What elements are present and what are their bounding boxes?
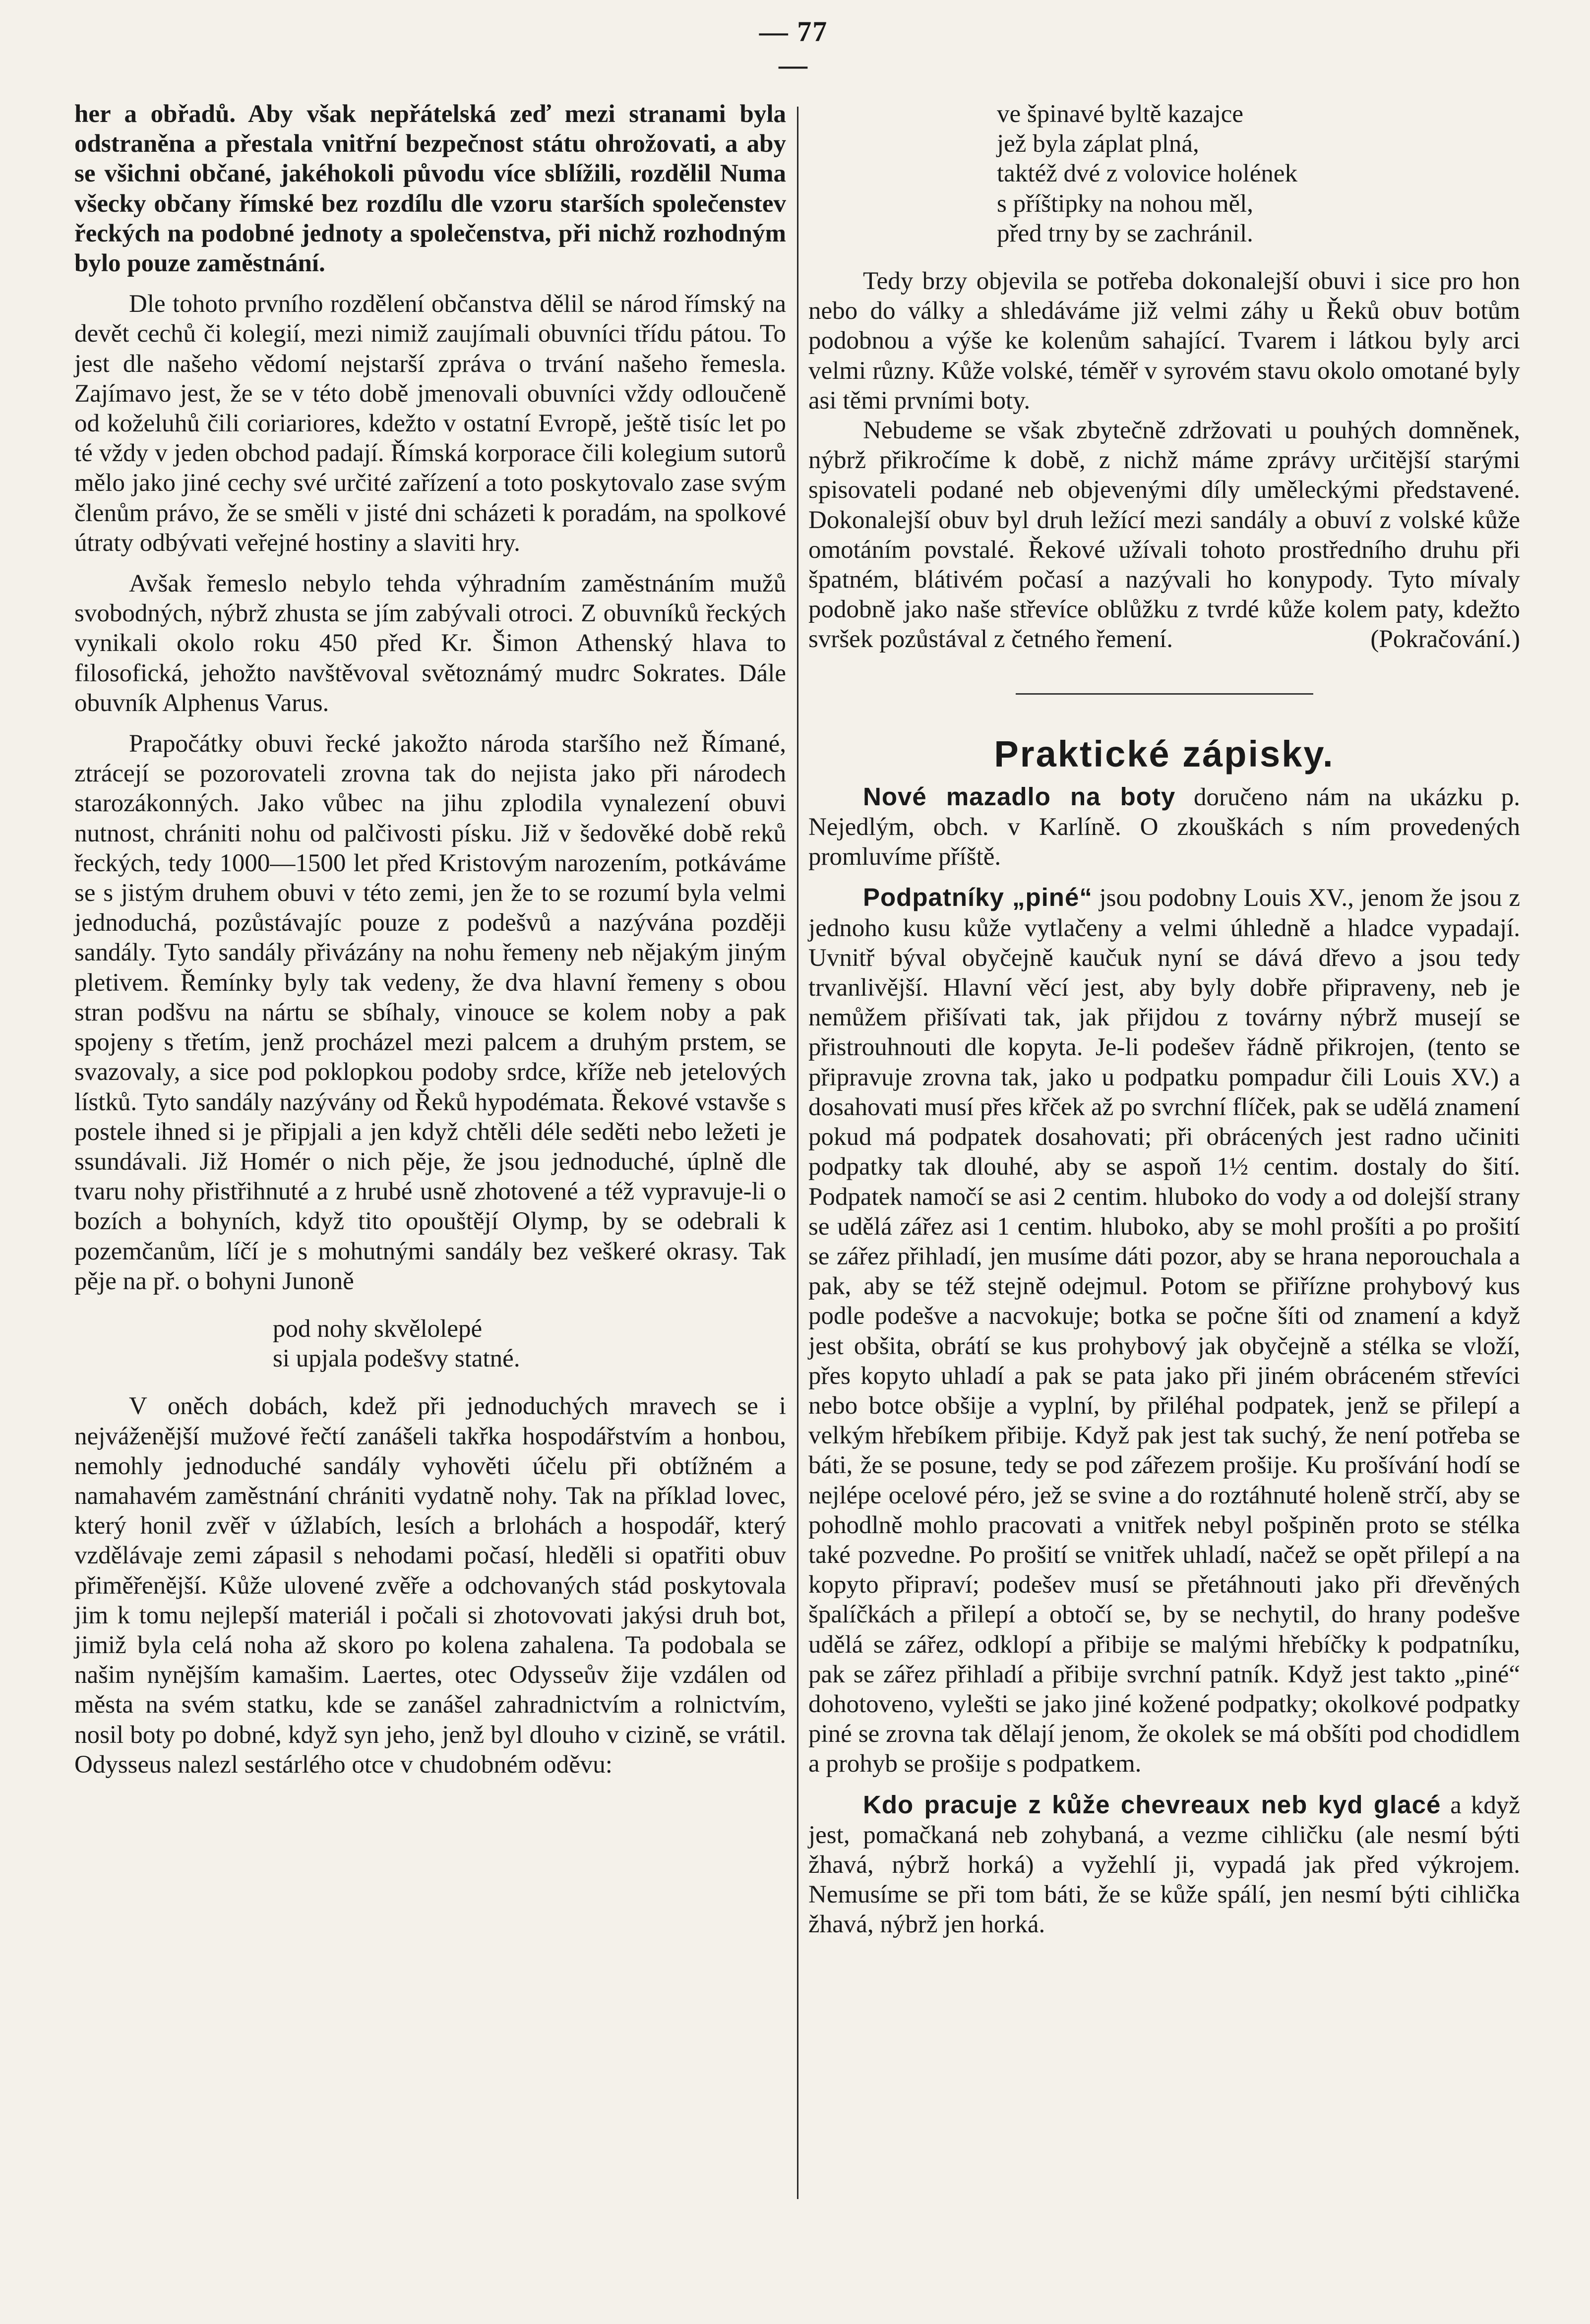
section-title: Praktické zápisky. (994, 733, 1335, 775)
left-paragraph-5: V oněch dobách, kdež při jednoduchých mravech se i nejváženější mužové řečtí zanášeli takřka hospodářstvím a honbou, nemohly jednoduché sandály vyhověti účelu při obtížném a namahavém zaměstnání chrániti vydatně nohy. Tak na příklad lovec, který honil zvěř v úžlabích, lesích a brlohách a hospodář, který vzdělávaje zemi zápasil s nehodami počasí, hleděli si opatřiti obuv přiměřenější. Kůže ulovené zvěře a odchovaných stád poskytovala jim k tomu nejlepší materiál i počali si zhotovovati jakýsi druh bot, jimiž byla celá noha až skoro po kolena zahalena. Ta podobala se našim nynějším kamašim. Laertes, otec Odysseův žije vzdálen od města na svém statku, kde se zanášel zahradnictvím a rolnictvím, nosil boty po dobné, když syn jeho, jenž byl dlouho v cizině, se vrátil. Odysseus nalezl sestárlého otce v chudobném oděvu: (74, 1392, 786, 1779)
left-paragraph-1: her a obřadů. Aby však nepřátelská zeď mezi stranami byla odstraněna a přestala vnitřní bezpečnost státu ohrožovati, a aby se všichni občané, jakéhokoli původu více sblížili, rozdělil Numa všecky občany římské bez rozdílu dle vzoru starších společenstev řeckých na podobné jednoty a společenstva, při nichž rozhodným bylo pouze zaměstnání. (74, 100, 786, 278)
section-divider (1016, 693, 1313, 695)
page-number: — 77 — (759, 15, 828, 81)
item-3-heading: Kdo pracuje z kůže chevreaux neb kyd glacé (863, 1790, 1441, 1819)
right-verse (808, 99, 1520, 248)
item-2-heading: Podpatníky „piné“ (863, 883, 1093, 912)
left-verse (74, 1314, 786, 1373)
right-verse-line-5: před trny by se zachránil. (997, 219, 1253, 247)
right-column (808, 99, 1520, 1940)
right-verse-line-1: ve špinavé byltě kazajce (997, 100, 1244, 128)
item-3 (808, 1790, 1520, 1940)
right-paragraph-2 (808, 416, 1520, 655)
item-1-heading: Nové mazadlo na boty (863, 782, 1176, 811)
item-1 (808, 782, 1520, 872)
right-verse-line-2: jež byla záplat plná, (997, 130, 1199, 158)
left-paragraph-3: Avšak řemeslo nebylo tehda výhradním zaměstnáním mužů svobodných, nýbrž zhusta se jím zabývali otroci. Z obuvníků řeckých vynikali okolo roku 450 před Kr. Šimon Athenský hlava to filosofická, jehožto navštěvoval světoznámý mudrc Sokrates. Dále obuvník Alphenus Varus. (74, 570, 786, 717)
left-paragraph-2: Dle tohoto prvního rozdělení občanstva dělil se národ římský na devět cechů či kolegií, mezi nimiž zaujímali obuvníci třídu pátou. To jest dle našeho vědomí nejstarší zpráva o trvání našeho řemesla. Zajímavo jest, že se v této době jmenovali obuvníci vždy odloučeně od koželuhů čili coriariores, kdežto v ostatní Evropě, ještě tisíc let po té vždy v jeden obchod padají. Římská korporace čili kolegium sutorů mělo jako jiné cechy své určité zařízení a toto poskytovalo zase svým členům právo, že se směli v jisté dni scházeti k poradám, na spolkové útraty odbývati veřejné hostiny a slaviti hry. (74, 290, 786, 557)
continuation-note: (Pokračování.) (1370, 625, 1520, 654)
item-2 (808, 883, 1520, 1779)
item-3-body: a když jest, pomačkaná neb zohybaná, a vezme cihličku (ale nesmí býti žhavá, nýbrž horká) a vyžehlí ji, vypadá jak před výkrojem. Nemusíme se při tom báti, že se kůže spálí, jen nesmí býti cihlička žhavá, nýbrž jen horká. (808, 1791, 1520, 1939)
right-verse-line-4: s příštipky na nohou měl, (997, 189, 1254, 218)
item-2-body: jsou podobny Louis XV., jenom že jsou z jednoho kusu kůže vytlačeny a velmi úhledně a hladce vypadají. Uvnitř býval obyčejně kaučuk nyní se dává dřevo a jsou tedy trvanlivější. Hlavní věcí jest, aby byly dobře připraveny, neb je nemůžem přišívati tak, jak přijdou z továrny nýbrž musejí se přistrouhnouti dle kopyta. Je-li podešev řádně přikrojen, (tento se připravuje zrovna tak, jako u podpatku pompadur čili Louis XV.) a dosahovati musí přes křček až po svrchní flíček, pak se udělá znamení pokud má podpatek dosahovati; při obrácených jest radno učiniti podpatky tak dlouhé, aby se aspoň 1½ centim. dostaly do šití. Podpatek namočí se asi 2 centim. hluboko do vody a od dolejší strany se udělá zářez asi 1 centim. hluboko, aby se mohl prošíti a po prošití se zářez přihladí, jen musíme dáti pozor, aby se hrana neporouchala a pak, aby se též stejně odejmul. Potom se přiřízne prohybový kus podle podešve a nacvokuje; botka se počne šíti od znamení a když jest obšita, obrátí se kus prohybový jak obyčejně a stélka se vloží, přes kopyto uhladí a pak se pata jako při jiném obráceném střevíci nebo botce obšije a vyplní, by přiléhal podpatek, jenž se přilepí a velkým hřebíkem přibije. Když pak jest tak suchý, že není potřeba se báti, že se posune, tedy se pod zářezem prošije. Ku prošívání hodí se nejlépe ocelové péro, jež se svine a do roztáhnuté holeně strčí, aby se pohodlně mohlo pracovati a vnitřek nebyl pošpiněn proto se stélka také pozvedne. Po prošití se vnitřek uhladí, načež se opět přilepí a na kopyto připraví; podešev musí se přetáhnouti jako při dřevěných špalíčkách a přilepí a obtočí se, by se nechytil, do hrany podešve udělá se zářez, odklopí a přibije se malými hřebíčky k podpatníku, pak se zářez přihladí a přibije svrchní patník. Když jest takto „piné“ dohotoveno, vylešti se jako jiné kožené podpatky; okolkové podpatky piné se zrovna tak dělají jenom, že okolek se má obšíti pod chodidlem a prohyb se prošije s podpatkem. (808, 884, 1520, 1778)
left-verse-line-1: pod nohy skvělolepé (273, 1314, 483, 1343)
left-paragraph-4: Prapočátky obuvi řecké jakožto národa staršího než Římané, ztrácejí se pozorovateli zrovna tak do nejista jako při národech starozákonných. Jako vůbec na jihu zplodila vynalezení obuvi nutnost, chrániti nohu od palčivosti písku. Již v šedověké době reků řeckých, tedy 1000—1500 let před Kristovým narozením, potkáváme se s jistým druhem obuvi v této zemi, jen že to se rozumí byla velmi jednoduchá, pozůstávajíc pouze z podešvů a nazývána později sandály. Tyto sandály přivázány na nohu řemeny neb nějakým jiným pletivem. Řemínky byly tak vedeny, že dva hlavní řemeny s obou stran podšvu na nártu se sbíhaly, vinouce se kolem noby a pak spojeny s třetím, jenž procházel mezi palcem a druhým prstem, se svazovaly, a sice pod poklopkou podoby srdce, kříže neb jetelových lístků. Tyto sandály nazývány od Řeků hypodémata. Řekové vstavše s postele ihned si je připjali a jen když chtěli déle seděti nebo ležeti je ssundávali. Již Homér o nich pěje, že jsou jednoduché, úplně dle tvaru nohy přistřihnuté a z hrubé usně zhotovené a též vypravuje-li o bozích a bohyních, když tito opouštějí Olymp, by se odebrali k pozemčanům, líčí je s mohutnými sandály bez veškeré okrasy. Tak pěje na př. o bohyni Junoně (74, 730, 786, 1295)
right-verse-line-3: taktéž dvé z volovice holének (997, 160, 1298, 188)
right-paragraph-1: Tedy brzy objevila se potřeba dokonalejší obuvi i sice pro hon nebo do války a shledáváme již velmi záhy u Řeků obuv botům podobnou a výše ke kolenům sahající. Tvarem i látkou byly arci velmi různy. Kůže volské, téměř v syrovém stavu okolo omotané byly asi těmi prvními boty. (808, 267, 1520, 415)
right-paragraph-2-text: Nebudeme se však zbytečně zdržovati u pouhých domněnek, nýbrž přikročíme k době, z nichž máme zprávy určitější starými spisovateli podané neb objevenými díly uměleckými představené. Dokonalejší obuv byl druh ležící mezi sandály a obuví z volské kůže omotáním povstalé. Řekové užívali tohoto prostředního druhu při špatném, blátivém počasí a nazývali ho konypody. Tyto mívaly podobně jako naše střevíce oblůžku z tvrdé kůže kolem paty, kdežto svršek pozůstával z četného řemení. (808, 417, 1520, 654)
left-column (74, 99, 786, 1780)
left-verse-line-2: si upjala podešvy statné. (273, 1345, 520, 1373)
item-1-body: doručeno nám na ukázku p. Nejedlým, obch. v Karlíně. O zkouškách s ním provedených promluvíme příště. (808, 783, 1520, 871)
column-divider (797, 107, 798, 2199)
